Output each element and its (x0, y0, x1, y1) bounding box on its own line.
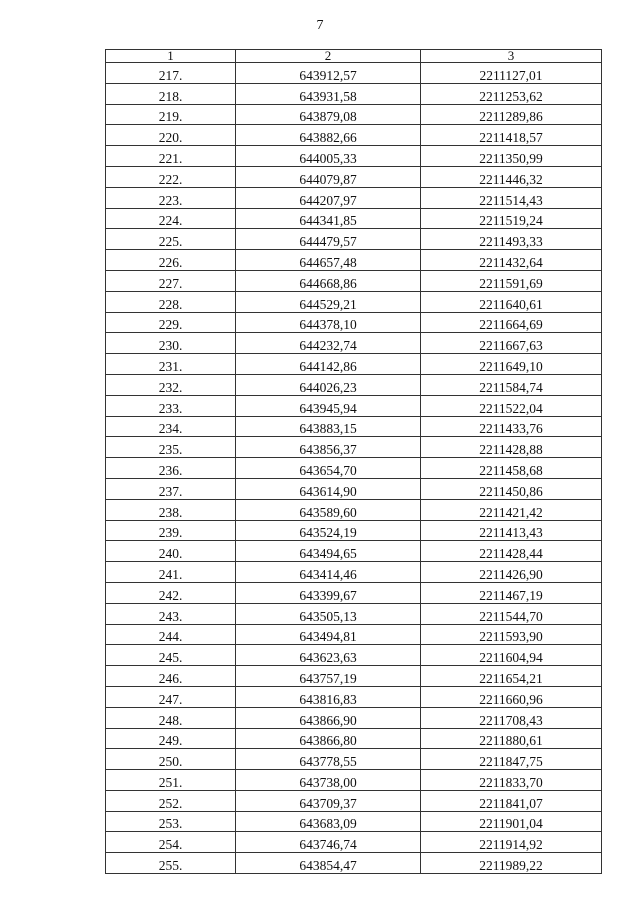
table-row (106, 728, 602, 749)
point-number-cell: 244. (106, 624, 236, 645)
point-number-cell: 237. (106, 478, 236, 499)
x-coordinate-cell: 643866,90 (236, 707, 421, 728)
point-number-cell: 231. (106, 354, 236, 375)
point-number-cell: 248. (106, 707, 236, 728)
y-coordinate-cell: 2211350,99 (421, 146, 602, 167)
y-coordinate-cell: 2211450,86 (421, 478, 602, 499)
table-row (106, 63, 602, 84)
y-coordinate-cell: 2211640,61 (421, 291, 602, 312)
table-row (106, 790, 602, 811)
y-coordinate-cell: 2211522,04 (421, 395, 602, 416)
x-coordinate-cell: 643912,57 (236, 63, 421, 84)
x-coordinate-cell: 644657,48 (236, 250, 421, 271)
table-row (106, 333, 602, 354)
y-coordinate-cell: 2211660,96 (421, 686, 602, 707)
header-col-2: 2 (236, 50, 421, 63)
x-coordinate-cell: 643414,46 (236, 562, 421, 583)
y-coordinate-cell: 2211426,90 (421, 562, 602, 583)
table-row (106, 229, 602, 250)
point-number-cell: 225. (106, 229, 236, 250)
table-row (106, 645, 602, 666)
point-number-cell: 233. (106, 395, 236, 416)
point-number-cell: 235. (106, 437, 236, 458)
table-row (106, 83, 602, 104)
x-coordinate-cell: 643524,19 (236, 520, 421, 541)
y-coordinate-cell: 2211901,04 (421, 811, 602, 832)
header-row (106, 50, 602, 63)
x-coordinate-cell: 643757,19 (236, 666, 421, 687)
table-row (106, 125, 602, 146)
table-row (106, 395, 602, 416)
y-coordinate-cell: 2211458,68 (421, 458, 602, 479)
point-number-cell: 219. (106, 104, 236, 125)
x-coordinate-cell: 644026,23 (236, 374, 421, 395)
y-coordinate-cell: 2211649,10 (421, 354, 602, 375)
point-number-cell: 229. (106, 312, 236, 333)
table-row (106, 707, 602, 728)
header-col-3: 3 (421, 50, 602, 63)
table-row (106, 541, 602, 562)
y-coordinate-cell: 2211584,74 (421, 374, 602, 395)
point-number-cell: 250. (106, 749, 236, 770)
point-number-cell: 253. (106, 811, 236, 832)
x-coordinate-cell: 644142,86 (236, 354, 421, 375)
x-coordinate-cell: 644668,86 (236, 270, 421, 291)
x-coordinate-cell: 643866,80 (236, 728, 421, 749)
point-number-cell: 226. (106, 250, 236, 271)
point-number-cell: 223. (106, 187, 236, 208)
x-coordinate-cell: 643738,00 (236, 770, 421, 791)
point-number-cell: 238. (106, 499, 236, 520)
y-coordinate-cell: 2211413,43 (421, 520, 602, 541)
y-coordinate-cell: 2211989,22 (421, 853, 602, 874)
point-number-cell: 217. (106, 63, 236, 84)
point-number-cell: 218. (106, 83, 236, 104)
point-number-cell: 243. (106, 603, 236, 624)
y-coordinate-cell: 2211914,92 (421, 832, 602, 853)
x-coordinate-cell: 644079,87 (236, 166, 421, 187)
table-row (106, 562, 602, 583)
x-coordinate-cell: 644479,57 (236, 229, 421, 250)
y-coordinate-cell: 2211433,76 (421, 416, 602, 437)
y-coordinate-cell: 2211880,61 (421, 728, 602, 749)
y-coordinate-cell: 2211289,86 (421, 104, 602, 125)
point-number-cell: 222. (106, 166, 236, 187)
y-coordinate-cell: 2211667,63 (421, 333, 602, 354)
x-coordinate-cell: 643879,08 (236, 104, 421, 125)
table-row (106, 811, 602, 832)
x-coordinate-cell: 643589,60 (236, 499, 421, 520)
x-coordinate-cell: 644378,10 (236, 312, 421, 333)
x-coordinate-cell: 643709,37 (236, 790, 421, 811)
table-row (106, 416, 602, 437)
table-row (106, 686, 602, 707)
x-coordinate-cell: 643683,09 (236, 811, 421, 832)
table-header (106, 50, 602, 63)
y-coordinate-cell: 2211432,64 (421, 250, 602, 271)
x-coordinate-cell: 643854,47 (236, 853, 421, 874)
table-row (106, 104, 602, 125)
table-row (106, 666, 602, 687)
y-coordinate-cell: 2211544,70 (421, 603, 602, 624)
table-row (106, 374, 602, 395)
y-coordinate-cell: 2211519,24 (421, 208, 602, 229)
point-number-cell: 254. (106, 832, 236, 853)
y-coordinate-cell: 2211428,44 (421, 541, 602, 562)
point-number-cell: 247. (106, 686, 236, 707)
point-number-cell: 241. (106, 562, 236, 583)
y-coordinate-cell: 2211421,42 (421, 499, 602, 520)
x-coordinate-cell: 644005,33 (236, 146, 421, 167)
point-number-cell: 246. (106, 666, 236, 687)
point-number-cell: 255. (106, 853, 236, 874)
x-coordinate-cell: 643746,74 (236, 832, 421, 853)
x-coordinate-cell: 643883,15 (236, 416, 421, 437)
point-number-cell: 232. (106, 374, 236, 395)
y-coordinate-cell: 2211253,62 (421, 83, 602, 104)
point-number-cell: 234. (106, 416, 236, 437)
y-coordinate-cell: 2211833,70 (421, 770, 602, 791)
table-row (106, 499, 602, 520)
table-row (106, 354, 602, 375)
table-row (106, 187, 602, 208)
table-row (106, 582, 602, 603)
x-coordinate-cell: 643614,90 (236, 478, 421, 499)
point-number-cell: 236. (106, 458, 236, 479)
table-row (106, 853, 602, 874)
y-coordinate-cell: 2211418,57 (421, 125, 602, 146)
table-row (106, 832, 602, 853)
point-number-cell: 227. (106, 270, 236, 291)
x-coordinate-cell: 643494,81 (236, 624, 421, 645)
coordinates-table (105, 49, 602, 874)
table-row (106, 208, 602, 229)
y-coordinate-cell: 2211847,75 (421, 749, 602, 770)
table-row (106, 749, 602, 770)
point-number-cell: 228. (106, 291, 236, 312)
table-row (106, 478, 602, 499)
table-row (106, 312, 602, 333)
point-number-cell: 251. (106, 770, 236, 791)
x-coordinate-cell: 644232,74 (236, 333, 421, 354)
x-coordinate-cell: 643882,66 (236, 125, 421, 146)
x-coordinate-cell: 643494,65 (236, 541, 421, 562)
table-row (106, 291, 602, 312)
x-coordinate-cell: 643931,58 (236, 83, 421, 104)
y-coordinate-cell: 2211593,90 (421, 624, 602, 645)
x-coordinate-cell: 643654,70 (236, 458, 421, 479)
y-coordinate-cell: 2211604,94 (421, 645, 602, 666)
y-coordinate-cell: 2211467,19 (421, 582, 602, 603)
table-row (106, 250, 602, 271)
table-row (106, 520, 602, 541)
header-col-1: 1 (106, 50, 236, 63)
y-coordinate-cell: 2211591,69 (421, 270, 602, 291)
x-coordinate-cell: 643945,94 (236, 395, 421, 416)
table-row (106, 270, 602, 291)
y-coordinate-cell: 2211841,07 (421, 790, 602, 811)
point-number-cell: 240. (106, 541, 236, 562)
x-coordinate-cell: 643623,63 (236, 645, 421, 666)
table-row (106, 603, 602, 624)
point-number-cell: 252. (106, 790, 236, 811)
table-row (106, 770, 602, 791)
table-row (106, 437, 602, 458)
point-number-cell: 220. (106, 125, 236, 146)
x-coordinate-cell: 644341,85 (236, 208, 421, 229)
table-row (106, 166, 602, 187)
x-coordinate-cell: 644529,21 (236, 291, 421, 312)
point-number-cell: 221. (106, 146, 236, 167)
y-coordinate-cell: 2211654,21 (421, 666, 602, 687)
x-coordinate-cell: 643505,13 (236, 603, 421, 624)
x-coordinate-cell: 643816,83 (236, 686, 421, 707)
table-row (106, 624, 602, 645)
y-coordinate-cell: 2211493,33 (421, 229, 602, 250)
table-body (106, 63, 602, 874)
point-number-cell: 242. (106, 582, 236, 603)
x-coordinate-cell: 643778,55 (236, 749, 421, 770)
y-coordinate-cell: 2211708,43 (421, 707, 602, 728)
x-coordinate-cell: 643856,37 (236, 437, 421, 458)
y-coordinate-cell: 2211664,69 (421, 312, 602, 333)
table-row (106, 146, 602, 167)
y-coordinate-cell: 2211446,32 (421, 166, 602, 187)
point-number-cell: 224. (106, 208, 236, 229)
point-number-cell: 249. (106, 728, 236, 749)
point-number-cell: 230. (106, 333, 236, 354)
y-coordinate-cell: 2211428,88 (421, 437, 602, 458)
y-coordinate-cell: 2211514,43 (421, 187, 602, 208)
table-row (106, 458, 602, 479)
page-number: 7 (316, 18, 324, 33)
y-coordinate-cell: 2211127,01 (421, 63, 602, 84)
x-coordinate-cell: 643399,67 (236, 582, 421, 603)
point-number-cell: 239. (106, 520, 236, 541)
x-coordinate-cell: 644207,97 (236, 187, 421, 208)
point-number-cell: 245. (106, 645, 236, 666)
